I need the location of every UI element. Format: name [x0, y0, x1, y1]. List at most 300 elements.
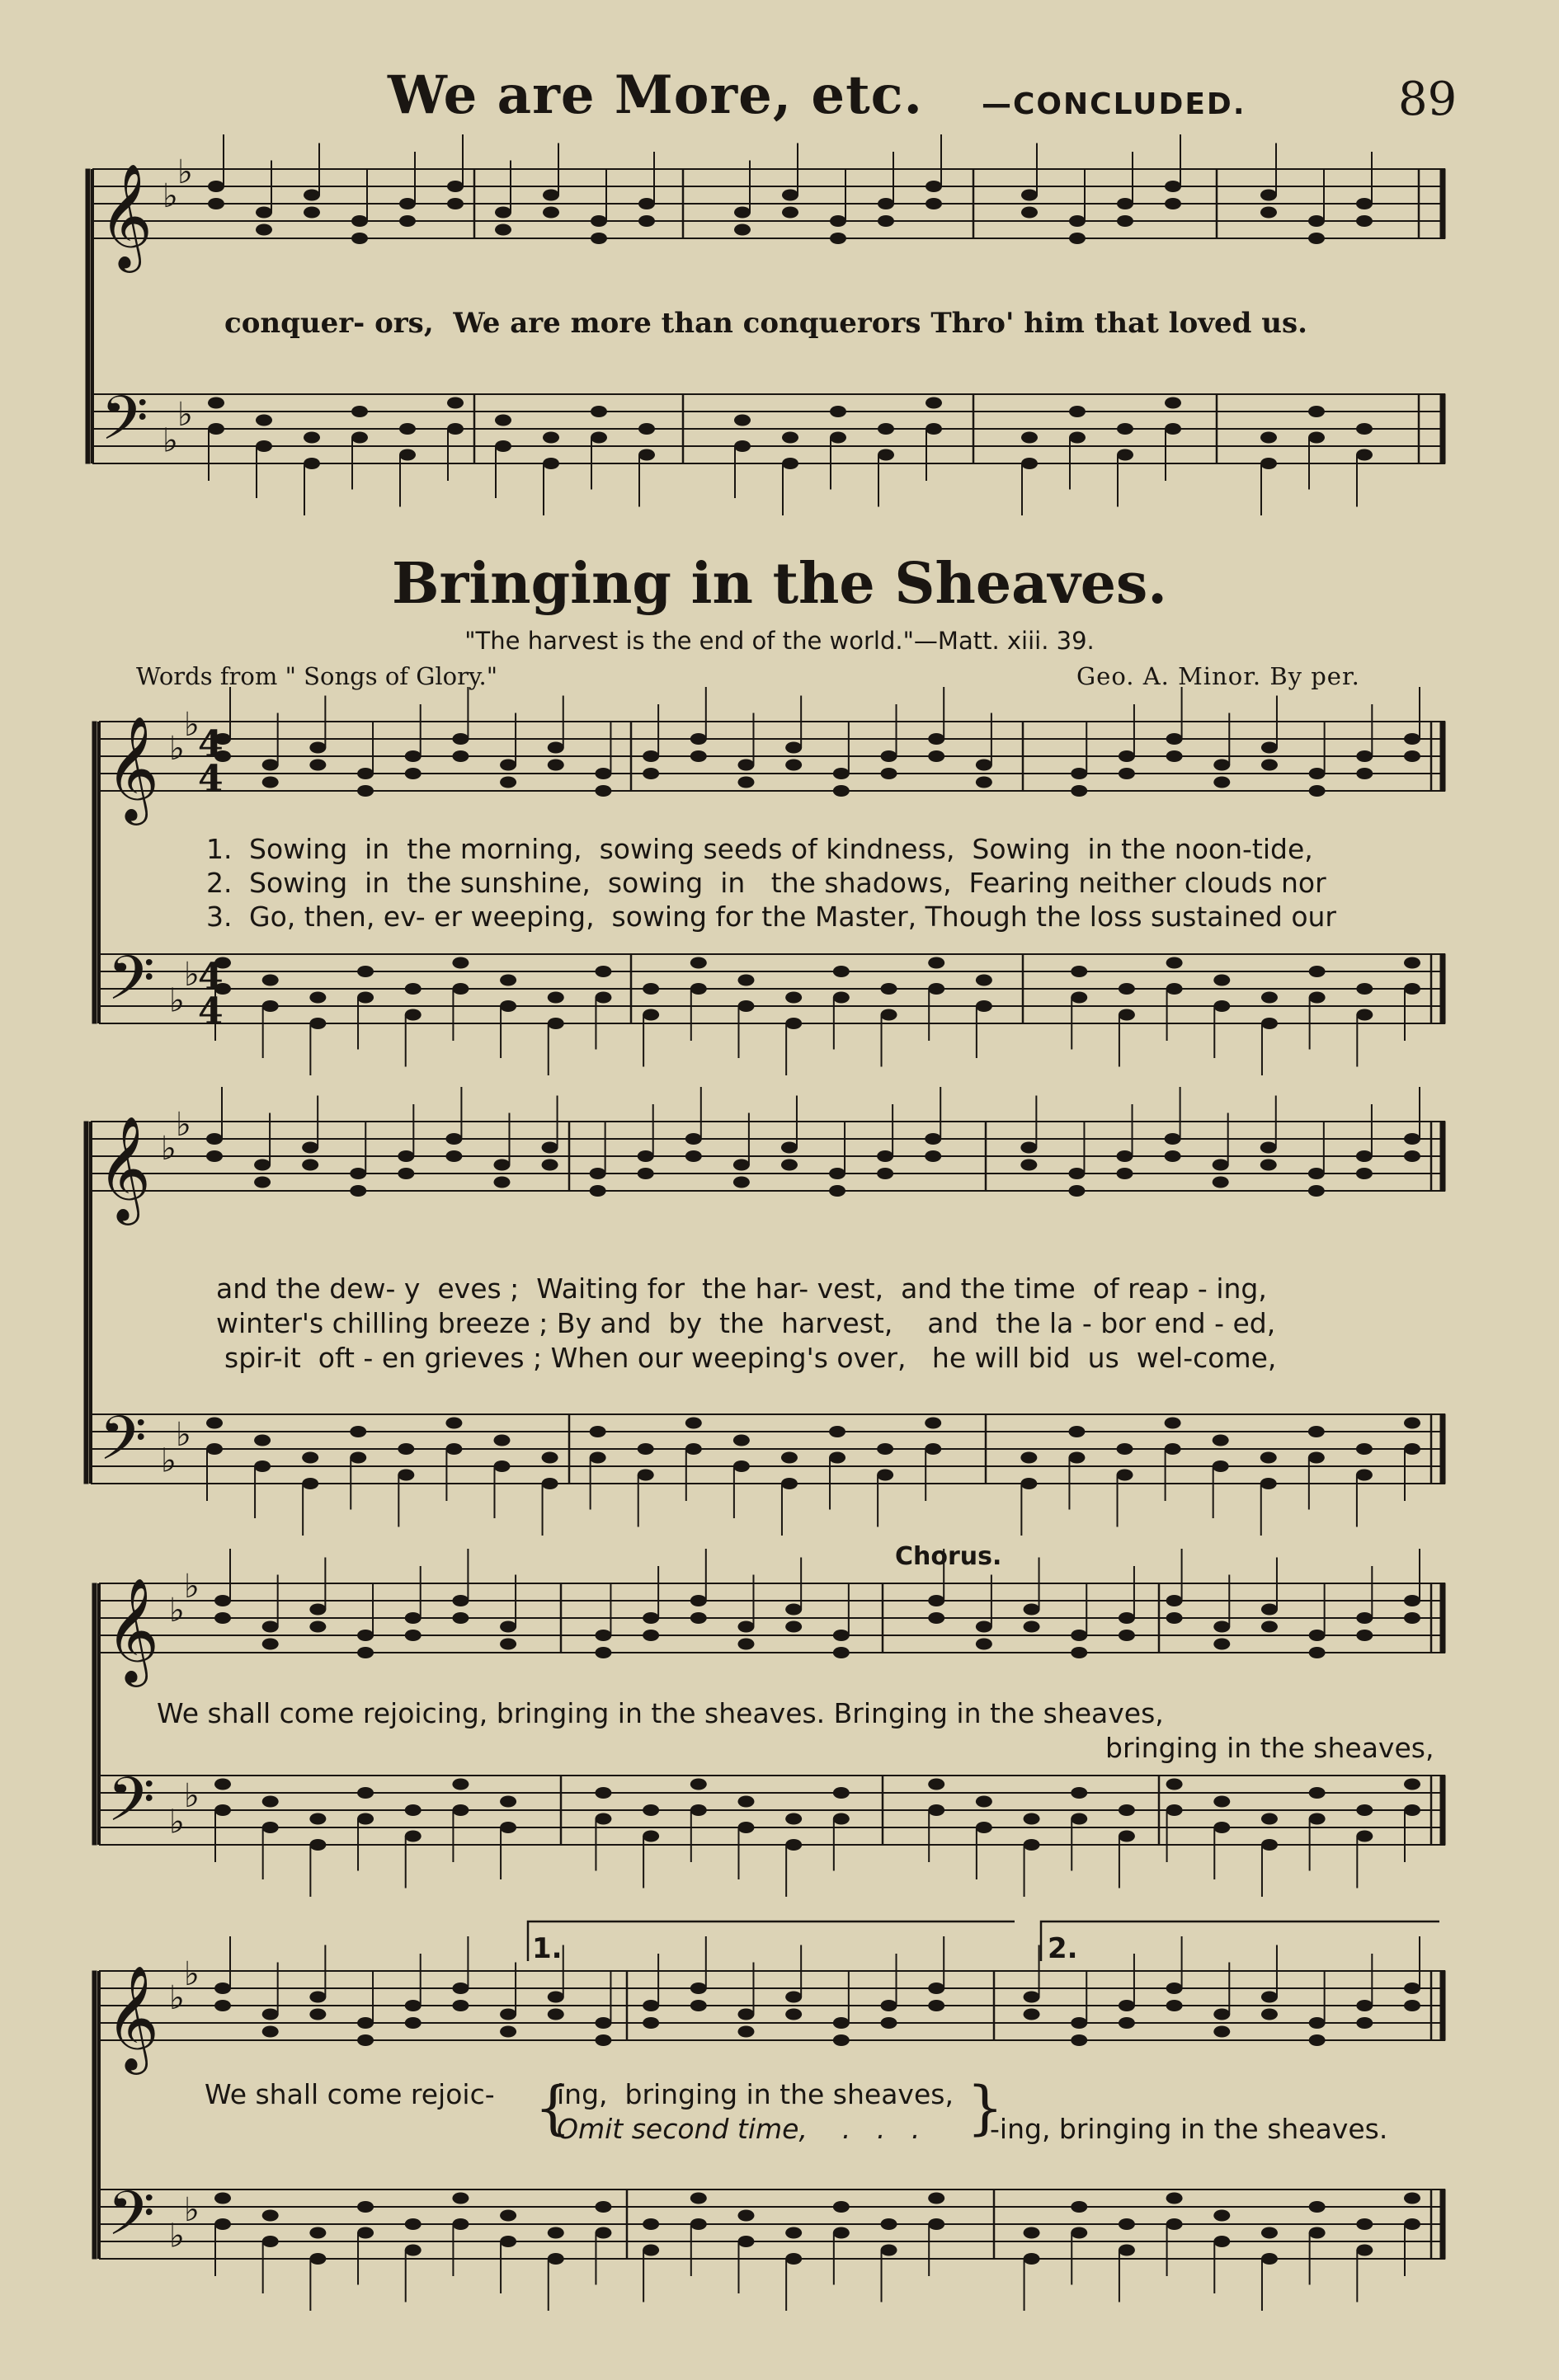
system-1-note — [543, 458, 559, 469]
system-3-note — [1308, 1168, 1325, 1179]
system-2-note — [309, 992, 326, 1004]
system-4-note — [1309, 1813, 1326, 1825]
system-4-note — [643, 1630, 659, 1641]
chorus-lyric-2-ending1: ing, bringing in the sheaves, — [557, 2078, 954, 2110]
system-2-note — [548, 992, 564, 1004]
system-5-note — [833, 2227, 850, 2239]
system-3-note — [206, 1443, 223, 1455]
system-1-note — [1260, 207, 1277, 219]
system-3-flat: ♭ — [176, 1415, 191, 1454]
system-1-note — [1069, 406, 1086, 417]
system-2-note — [690, 750, 707, 762]
system-3-note — [638, 1470, 654, 1481]
system-3-note — [206, 1418, 223, 1429]
system-5-note — [643, 2218, 659, 2230]
system-1-note — [1308, 406, 1325, 417]
system-3-note — [350, 1185, 366, 1197]
system-5-note — [452, 2193, 469, 2204]
system-1-note — [399, 449, 416, 461]
system-2-note — [500, 1000, 516, 1012]
system-3-note — [781, 1159, 798, 1171]
system-5-note — [214, 2193, 231, 2204]
system-3-note — [590, 1168, 606, 1179]
system-1-end-bar — [1440, 394, 1445, 463]
system-4-note — [1024, 1604, 1040, 1616]
system-3-note — [1117, 1470, 1133, 1481]
system-5-note — [1119, 2000, 1135, 2011]
system-5-note — [405, 2218, 422, 2230]
system-3-note — [1165, 1443, 1181, 1455]
system-1-note — [208, 423, 224, 435]
system-2-note — [1119, 1009, 1135, 1021]
system-5-note — [833, 2034, 850, 2046]
system-1-note — [830, 233, 846, 244]
system-4-note — [643, 1831, 659, 1842]
system-5-note — [548, 2253, 564, 2265]
system-1-note — [878, 215, 894, 227]
system-4-bass-clef: 𝄢 — [107, 1764, 155, 1851]
system-2-flat: ♭ — [169, 981, 185, 1020]
system-3-note — [685, 1443, 702, 1455]
system-3-bass-clef: 𝄢 — [99, 1403, 147, 1489]
system-3-note — [493, 1159, 510, 1171]
system-2-note — [737, 1000, 754, 1012]
system-2-note — [262, 777, 279, 788]
system-3-note — [1260, 1159, 1277, 1171]
system-4-note — [1071, 1630, 1087, 1641]
system-1-flat: ♭ — [177, 395, 193, 434]
system-2-note — [1309, 992, 1326, 1004]
system-2-treble-clef: 𝄞 — [106, 715, 160, 821]
system-2-note — [928, 957, 944, 969]
system-1-note — [447, 181, 464, 192]
system-5-note — [1261, 2227, 1278, 2239]
system-4-note — [690, 1595, 707, 1606]
system-2-note — [785, 742, 802, 754]
system-5-note — [452, 2000, 469, 2011]
system-1-note — [351, 215, 368, 227]
system-1-note — [399, 198, 416, 209]
system-4-note — [976, 1822, 992, 1833]
system-2-note — [405, 983, 422, 995]
system-5-note — [1166, 2218, 1183, 2230]
system-3-note — [781, 1452, 798, 1464]
system-3-note — [1404, 1150, 1420, 1162]
system-1-bass-clef: 𝄢 — [101, 383, 148, 469]
system-3-note — [733, 1177, 750, 1188]
system-4-note — [1309, 1647, 1326, 1658]
system-2-bass-clef: 𝄢 — [107, 943, 155, 1029]
volta-2-bracket — [1041, 1921, 1439, 1961]
system-3-note — [733, 1460, 750, 1472]
system-5-note — [405, 2017, 422, 2029]
system-5-note — [1024, 1992, 1040, 2003]
system-5-note — [1071, 2201, 1087, 2213]
system-1-note — [591, 233, 607, 244]
system-3-note — [1404, 1418, 1420, 1429]
system-2-note — [881, 1009, 897, 1021]
system-3-flat: ♭ — [161, 1442, 177, 1480]
system-2-note — [928, 750, 944, 762]
system-4-note — [405, 1831, 422, 1842]
system-1-note — [1165, 423, 1181, 435]
system-3-note — [1260, 1478, 1277, 1489]
system-4-note — [452, 1595, 469, 1606]
system-2-note — [1261, 1018, 1278, 1029]
system-4-note — [976, 1796, 992, 1808]
system-2-note — [1404, 957, 1420, 969]
system-4-note — [500, 1822, 516, 1833]
system-4-note — [452, 1779, 469, 1790]
system-5-note — [737, 2236, 754, 2247]
system-4-note — [405, 1612, 422, 1624]
system-1-note — [208, 181, 224, 192]
system-5-note — [785, 2253, 802, 2265]
system-4-note — [595, 1813, 611, 1825]
system-5-note — [1404, 2000, 1420, 2011]
system-1-note — [734, 440, 751, 452]
system-5-note — [690, 2218, 707, 2230]
system-2-note — [785, 992, 802, 1004]
system-1-note — [591, 215, 607, 227]
system-3-note — [302, 1478, 318, 1489]
system-2-note — [785, 760, 802, 771]
system-2-note — [1309, 785, 1326, 797]
system-3-note — [685, 1150, 702, 1162]
system-4-note — [1261, 1621, 1278, 1633]
system-4-note — [690, 1779, 707, 1790]
system-2-note — [262, 1000, 279, 1012]
system-3-end-bar — [1440, 1122, 1445, 1191]
system-4-note — [1213, 1822, 1230, 1833]
system-5-brace — [92, 1971, 97, 2259]
system-5-note — [785, 1992, 802, 2003]
system-2-note — [1404, 983, 1420, 995]
system-1-note — [926, 397, 942, 409]
system-2-note — [1119, 768, 1135, 779]
system-5-note — [1309, 2034, 1326, 2046]
system-3-note — [1404, 1133, 1420, 1145]
system-5-note — [1071, 2034, 1087, 2046]
system-1-note — [1069, 432, 1086, 444]
system-3-note — [350, 1168, 366, 1179]
system-1-note — [1165, 181, 1181, 192]
system-3-note — [781, 1142, 798, 1154]
verse-line-3: 3. Go, then, ev- er weeping, sowing for the Master, Though the loss sustained our — [206, 901, 1336, 933]
system-1-note — [782, 458, 798, 469]
system-4-note — [976, 1639, 992, 1650]
system-5-note — [1166, 1983, 1183, 1994]
system-2-note — [928, 983, 944, 995]
system-2-note — [737, 760, 754, 771]
system-3-note — [1165, 1150, 1181, 1162]
system-2-note — [452, 983, 469, 995]
system-5-note — [1119, 2218, 1135, 2230]
system-5-note — [1356, 2017, 1373, 2029]
system-2-note — [548, 1018, 564, 1029]
page-number: 89 — [1398, 73, 1458, 126]
system-4-note — [357, 1787, 374, 1799]
system-4-note — [357, 1647, 374, 1658]
system-4-note — [1356, 1630, 1373, 1641]
system-4-note — [833, 1813, 850, 1825]
system-2-note — [833, 768, 850, 779]
system-5-note — [1356, 2245, 1373, 2256]
system-1-flat: ♭ — [162, 421, 178, 460]
system-5-note — [1119, 2245, 1135, 2256]
system-4-note — [214, 1779, 231, 1790]
system-2-note — [1261, 760, 1278, 771]
system-2-note — [976, 1000, 992, 1012]
system-5-note — [1024, 2253, 1040, 2265]
system-3-note — [733, 1435, 750, 1446]
system-2-note — [737, 975, 754, 986]
system-4-note — [690, 1804, 707, 1816]
system-5-note — [214, 2218, 231, 2230]
system-1-note — [351, 233, 368, 244]
system-3-note — [781, 1478, 798, 1489]
system-2-note — [309, 742, 326, 754]
system-1-note — [543, 207, 559, 219]
system-5-note — [1261, 2009, 1278, 2020]
system-5-note — [548, 2009, 564, 2020]
system-3-note — [1117, 1150, 1133, 1162]
system-3-flat: ♭ — [176, 1105, 191, 1144]
system-3-note — [302, 1452, 318, 1464]
system-3-note — [1068, 1185, 1085, 1197]
system-3-note — [445, 1443, 462, 1455]
system-4-note — [928, 1612, 944, 1624]
system-3-note — [1404, 1443, 1420, 1455]
time-signature-treble: 4 — [198, 723, 224, 765]
system-3-note — [1068, 1452, 1085, 1464]
system-4-note — [737, 1822, 754, 1833]
system-2-note — [643, 1009, 659, 1021]
system-3-note — [445, 1133, 462, 1145]
system-3-note — [254, 1177, 271, 1188]
system-3-note — [254, 1159, 271, 1171]
system-4-note — [500, 1796, 516, 1808]
system-5-note — [357, 2034, 374, 2046]
system-3-note — [1068, 1168, 1085, 1179]
system-3-note — [829, 1185, 845, 1197]
system-3-note — [638, 1168, 654, 1179]
system-3-note — [733, 1159, 750, 1171]
system-2-note — [1404, 733, 1420, 745]
system-4-note — [262, 1621, 279, 1633]
system-4-note — [405, 1630, 422, 1641]
system-3-note — [445, 1418, 462, 1429]
system-1-note — [1165, 198, 1181, 209]
system-4-note — [1024, 1839, 1040, 1851]
system-2-note — [500, 975, 516, 986]
system-4-note — [1071, 1647, 1087, 1658]
system-2-note — [1356, 768, 1373, 779]
system-4-note — [214, 1595, 231, 1606]
system-1-note — [304, 207, 320, 219]
system-5-note — [309, 1992, 326, 2003]
system-2-note — [690, 983, 707, 995]
system-1-note — [208, 397, 224, 409]
system-1-note — [734, 224, 751, 236]
system-4-flat: ♭ — [169, 1592, 185, 1630]
system-5-note — [928, 2193, 944, 2204]
system-4-note — [595, 1630, 611, 1641]
system-4-note — [833, 1787, 850, 1799]
system-4-note — [643, 1612, 659, 1624]
system-2-note — [785, 1018, 802, 1029]
system-2-note — [452, 957, 469, 969]
system-1-note — [543, 432, 559, 444]
song1-lyric: conquer- ors, We are more than conquerors Thro' him that loved us. — [224, 307, 1307, 340]
system-1-flat: ♭ — [162, 177, 178, 216]
system-1-note — [447, 198, 464, 209]
chorus-label: Chorus. — [895, 1542, 1002, 1571]
system-4-note — [595, 1787, 611, 1799]
system-4-note — [928, 1595, 944, 1606]
system-1-note — [878, 449, 894, 461]
system-1-note — [447, 397, 464, 409]
system-1-note — [304, 432, 320, 444]
verse-line-1: 1. Sowing in the morning, sowing seeds of kindness, Sowing in the noon-tide, — [206, 833, 1313, 865]
system-4-note — [1071, 1813, 1087, 1825]
system-4-note — [785, 1839, 802, 1851]
system-4-note — [214, 1612, 231, 1624]
system-1-note — [1117, 423, 1133, 435]
system-4-note — [976, 1621, 992, 1633]
system-1-note — [734, 207, 751, 219]
system-2-note — [1404, 750, 1420, 762]
system-3-end-bar — [1440, 1414, 1445, 1484]
system-1-note — [256, 415, 272, 426]
time-signature-bass: 4 — [198, 990, 224, 1032]
system-1-note — [256, 224, 272, 236]
system-3-note — [925, 1418, 941, 1429]
system-3-note — [542, 1159, 558, 1171]
system-5-note — [595, 2227, 611, 2239]
system-3-note — [1260, 1452, 1277, 1464]
system-4-note — [785, 1604, 802, 1616]
system-5-note — [785, 2009, 802, 2020]
system-1-treble-clef: 𝄞 — [99, 162, 153, 268]
system-4-note — [737, 1639, 754, 1650]
system-1-note — [1117, 215, 1133, 227]
system-5-note — [262, 2210, 279, 2222]
system-3-note — [254, 1435, 271, 1446]
system-3-note — [398, 1168, 414, 1179]
system-5-note — [1309, 2017, 1326, 2029]
system-1-note — [782, 432, 798, 444]
system-4-note — [1404, 1612, 1420, 1624]
system-5-note — [214, 2000, 231, 2011]
system-2-brace — [92, 722, 97, 1023]
system-2-note — [1166, 733, 1183, 745]
system-3-treble-clef: 𝄞 — [97, 1115, 152, 1221]
system-4-note — [357, 1813, 374, 1825]
system-5-note — [833, 2017, 850, 2029]
system-1-note — [782, 207, 798, 219]
system-4-note — [1166, 1612, 1183, 1624]
system-2-note — [928, 733, 944, 745]
system-1-note — [1308, 432, 1325, 444]
system-1-note — [351, 432, 368, 444]
system-3-note — [542, 1478, 558, 1489]
system-4-note — [1404, 1595, 1420, 1606]
system-5-note — [1071, 2227, 1087, 2239]
system-3-note — [398, 1150, 414, 1162]
system-4-note — [1309, 1787, 1326, 1799]
system-3-note — [542, 1142, 558, 1154]
system-5-note — [881, 2218, 897, 2230]
system-5-flat: ♭ — [184, 1954, 200, 1993]
system-4-flat: ♭ — [184, 1776, 200, 1815]
system-2-note — [1213, 975, 1230, 986]
system-5-note — [357, 2017, 374, 2029]
system-5-note — [452, 1983, 469, 1994]
system-5-note — [1213, 2009, 1230, 2020]
system-4-note — [833, 1630, 850, 1641]
system-2-note — [1356, 983, 1373, 995]
system-1-note — [782, 190, 798, 201]
system-1-end-bar — [1440, 169, 1445, 238]
system-5-note — [881, 2017, 897, 2029]
system-4-note — [309, 1621, 326, 1633]
verse-line-2: 2. Sowing in the sunshine, sowing in the shadows, Fearing neither clouds nor — [206, 867, 1326, 899]
system-1-note — [1021, 190, 1038, 201]
system-5-note — [357, 2201, 374, 2213]
system-2-note — [1119, 750, 1135, 762]
system-2-note — [976, 760, 992, 771]
system-1-note — [1356, 449, 1373, 461]
system-2-note — [452, 750, 469, 762]
system-2-note — [1309, 768, 1326, 779]
system-3-note — [398, 1443, 414, 1455]
system-5-note — [643, 2000, 659, 2011]
system-3-note — [590, 1452, 606, 1464]
system-2-note — [1071, 992, 1087, 1004]
system-4-brace — [92, 1583, 97, 1845]
verse-cont-2: winter's chilling breeze ; By and by the harvest, and the la - bor end - ed, — [216, 1307, 1276, 1339]
system-3-note — [1165, 1133, 1181, 1145]
system-2-note — [405, 750, 422, 762]
system-1-note — [1069, 233, 1086, 244]
system-4-note — [452, 1804, 469, 1816]
system-4-note — [1024, 1621, 1040, 1633]
system-4-note — [1356, 1831, 1373, 1842]
system-1-note — [256, 440, 272, 452]
system-5-note — [1356, 2218, 1373, 2230]
system-4-note — [928, 1779, 944, 1790]
time-signature-treble: 4 — [198, 758, 224, 800]
system-2-note — [595, 768, 611, 779]
system-5-note — [643, 2245, 659, 2256]
system-3-note — [590, 1426, 606, 1437]
system-1-note — [1117, 449, 1133, 461]
system-4-note — [1213, 1621, 1230, 1633]
system-3-note — [445, 1150, 462, 1162]
system-2-note — [548, 742, 564, 754]
system-3-note — [1068, 1426, 1085, 1437]
system-5-note — [1071, 2017, 1087, 2029]
system-1-note — [304, 190, 320, 201]
system-3-note — [1356, 1443, 1373, 1455]
system-1-note — [495, 415, 511, 426]
system-1-note — [1165, 397, 1181, 409]
system-5-note — [262, 2236, 279, 2247]
system-5-note — [1404, 2193, 1420, 2204]
system-1-note — [1356, 198, 1373, 209]
system-1-flat: ♭ — [177, 153, 193, 191]
